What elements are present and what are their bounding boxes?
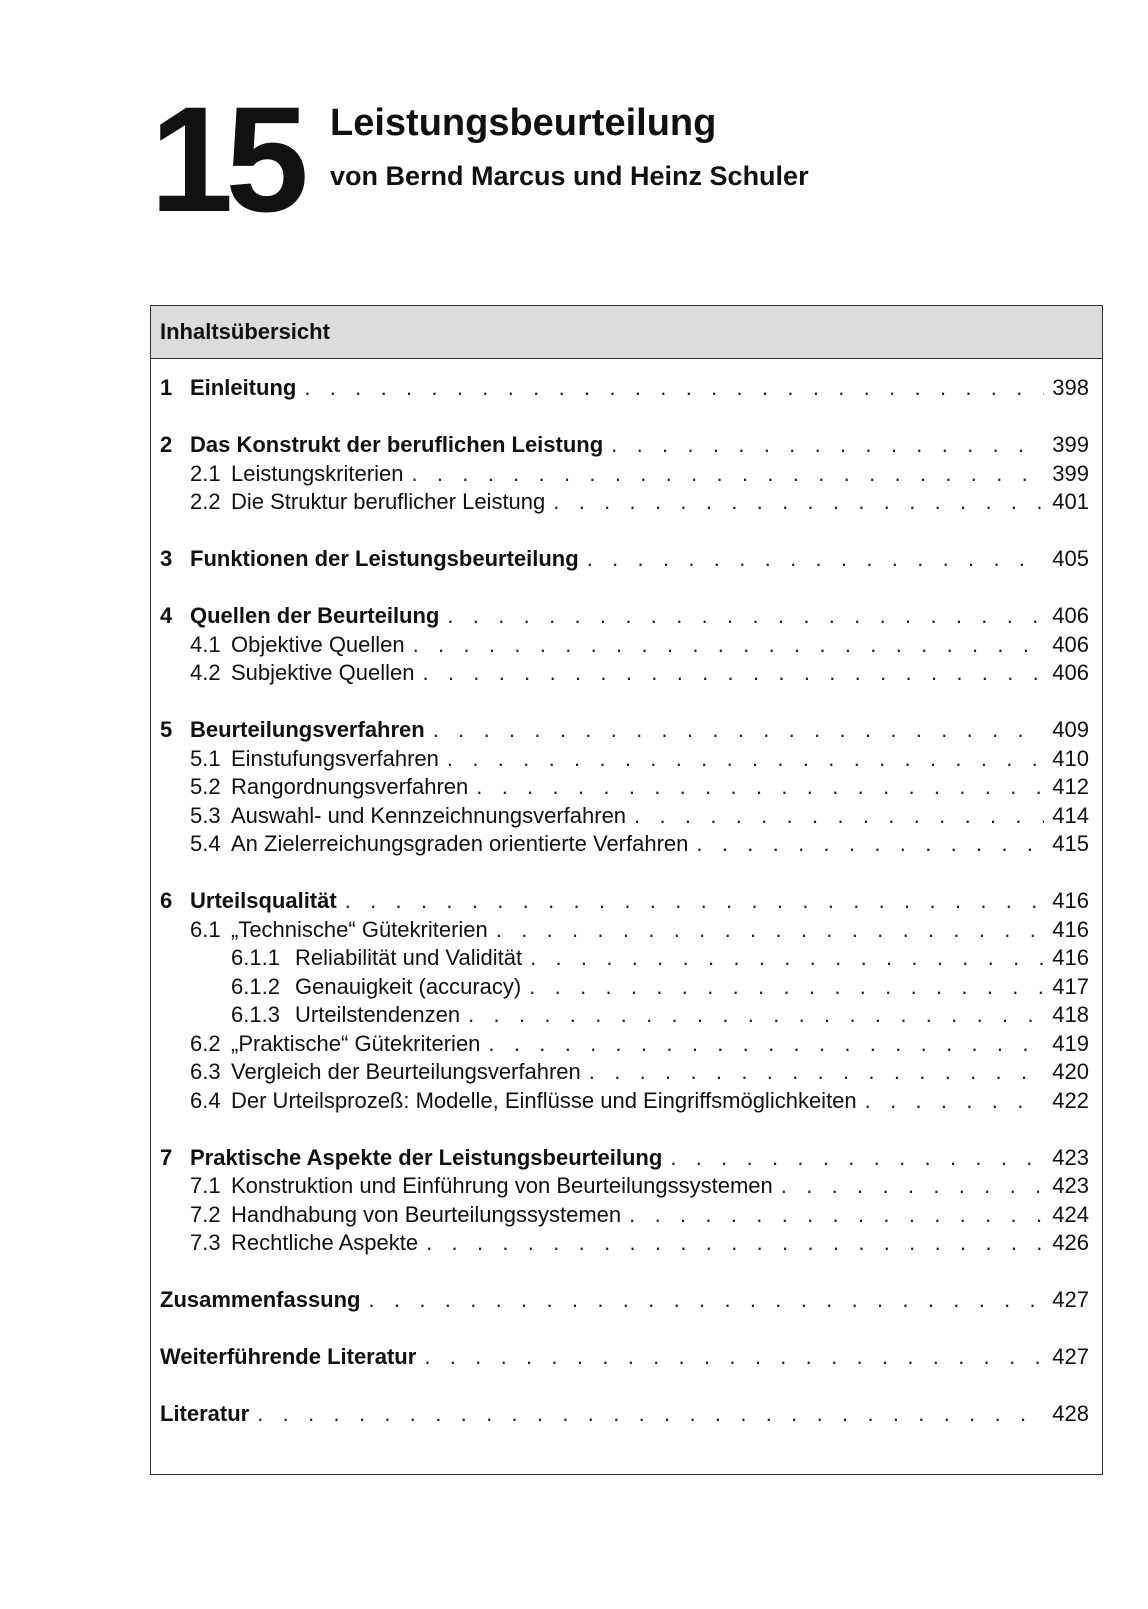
toc-entry-page: 412 [1052,774,1089,799]
toc-entry-title: Leistungskriterien [231,460,404,486]
toc-entry-number: 5 [160,717,173,742]
toc-entry-title: Urteilstendenzen [295,1002,461,1027]
toc-entry-title: Beurteilungsverfahren [190,717,425,742]
toc-entry [160,1171,1089,1200]
toc-entry-page: 419 [1052,1030,1089,1056]
toc-entry-title: Handhabung von Beurteilungssystemen [231,1201,622,1227]
toc-entry [160,1029,1089,1058]
toc-dot-leader [424,1342,1044,1371]
toc-entry-page: 416 [1052,916,1089,942]
toc-entry [160,1228,1089,1257]
toc-dot-leader [781,1171,1045,1200]
toc-dot-leader [553,487,1044,516]
toc-entry [160,1399,1089,1428]
toc-entry-title: Zusammenfassung [160,1287,361,1312]
toc-entry [160,744,1089,773]
toc-entry-title: Objektive Quellen [231,631,405,657]
toc-entry-number: 2.2 [190,489,221,514]
toc-heading: Inhaltsübersicht [151,306,1102,359]
toc-dot-leader [345,886,1045,915]
toc-entry-page: 417 [1052,973,1089,999]
toc-entry-title: Konstruktion und Einführung von Beurteilungssystemen [231,1173,773,1198]
toc-entry [160,601,1089,630]
toc-entry [160,373,1089,402]
toc-entry-number: 6.2 [190,1030,221,1056]
toc-entry-number: 7.3 [190,1230,221,1255]
toc-entry-title: Die Struktur beruflicher Leistung [231,489,546,514]
toc-entry [160,1000,1089,1029]
toc-entry-title: Subjektive Quellen [231,660,415,685]
toc-entry [160,1086,1089,1115]
chapter-authors: von Bernd Marcus und Heinz Schuler [330,161,809,191]
toc-entry-number: 1 [160,375,173,400]
toc-entry-title: „Technische“ Gütekriterien [231,916,488,942]
toc-dot-leader [447,601,1044,630]
toc-entry-page: 415 [1052,831,1089,856]
toc-entry-page: 426 [1052,1230,1089,1255]
toc-entry [160,1057,1089,1086]
toc-entry [160,829,1089,858]
toc-entry [160,972,1089,1001]
toc-entry [160,943,1089,972]
toc-entry-title: Rechtliche Aspekte [231,1230,419,1255]
toc-dot-leader [670,1143,1044,1172]
toc-dot-leader [422,658,1044,687]
toc-entry-number: 5.3 [190,802,221,828]
toc-dot-leader [411,459,1044,488]
toc-entry [160,886,1089,915]
toc-entry [160,715,1089,744]
toc-entry-page: 416 [1052,945,1089,970]
toc-entry-number: 5.4 [190,831,221,856]
toc-entry-title: „Praktische“ Gütekriterien [231,1030,481,1056]
toc-dot-leader [369,1285,1045,1314]
toc-entry-number: 5.2 [190,774,221,799]
toc-dot-leader [629,1200,1044,1229]
toc-entry-page: 406 [1052,660,1089,685]
table-of-contents [150,305,1103,1475]
toc-entry-page: 406 [1052,603,1089,628]
toc-entry [160,801,1089,830]
toc-entry [160,459,1089,488]
toc-entry [160,658,1089,687]
toc-entry-number: 6.1 [190,916,221,942]
toc-entry-title: Einleitung [190,375,297,400]
toc-entry-number: 3 [160,546,173,571]
toc-entry-number: 2 [160,432,173,457]
toc-entry-title: Funktionen der Leistungsbeurteilung [190,546,579,571]
toc-dot-leader [496,915,1045,944]
toc-entry-page: 406 [1052,631,1089,657]
toc-entry-title: Urteilsqualität [190,888,337,913]
toc-entry-page: 427 [1052,1287,1089,1312]
toc-dot-leader [433,715,1045,744]
toc-entry-page: 405 [1052,546,1089,571]
toc-entry-page: 409 [1052,717,1089,742]
toc-entry-number: 7.1 [190,1173,221,1198]
toc-entry-number: 6.3 [190,1059,221,1084]
toc-entry-title: Einstufungsverfahren [231,745,439,771]
toc-entry [160,1342,1089,1371]
toc-entry-number: 4.2 [190,660,221,685]
toc-dot-leader [696,829,1044,858]
toc-entry-number: 6 [160,888,173,913]
toc-entry-title: Rangordnungsverfahren [231,774,469,799]
toc-entry-title: Genauigkeit (accuracy) [295,973,522,999]
toc-dot-leader [476,772,1044,801]
toc-entry-page: 401 [1052,489,1089,514]
toc-entry [160,544,1089,573]
toc-entry [160,430,1089,459]
toc-dot-leader [589,1057,1045,1086]
toc-entry-number: 6.1.3 [231,1002,280,1027]
toc-entry-title: Weiterführende Literatur [160,1344,417,1369]
toc-entry-number: 6.1.2 [231,973,280,999]
toc-entry-page: 418 [1052,1002,1089,1027]
toc-dot-leader [488,1029,1044,1058]
toc-entry-title: Auswahl- und Kennzeichnungsverfahren [231,802,627,828]
toc-entry-page: 428 [1052,1401,1089,1426]
toc-dot-leader [426,1228,1044,1257]
toc-entry-title: Literatur [160,1401,250,1426]
toc-entry [160,772,1089,801]
toc-entry [160,487,1089,516]
toc-entry-number: 4 [160,603,173,628]
toc-entry [160,915,1089,944]
toc-entry-page: 410 [1052,745,1089,771]
toc-entry-number: 5.1 [190,745,221,771]
toc-entry-title: Der Urteilsprozeß: Modelle, Einflüsse und Eingriffsmöglichkeiten [231,1087,857,1113]
toc-dot-leader [447,744,1044,773]
toc-dot-leader [634,801,1044,830]
toc-entry [160,1200,1089,1229]
toc-entry [160,1143,1089,1172]
toc-entry-page: 414 [1052,802,1089,828]
toc-dot-leader [587,544,1045,573]
toc-entry-title: Reliabilität und Validität [295,945,523,970]
toc-dot-leader [529,972,1044,1001]
toc-entry-page: 427 [1052,1344,1089,1369]
toc-entry-title: Praktische Aspekte der Leistungsbeurteilung [190,1144,663,1170]
toc-dot-leader [611,430,1044,459]
toc-entry [160,630,1089,659]
toc-entry-page: 399 [1052,432,1089,457]
toc-entry-title: Vergleich der Beurteilungsverfahren [231,1059,581,1084]
toc-entry-page: 398 [1052,375,1089,400]
chapter-title: Leistungsbeurteilung [330,102,717,144]
toc-entry-title: Das Konstrukt der beruflichen Leistung [190,432,604,457]
toc-dot-leader [257,1399,1044,1428]
toc-entry-page: 424 [1052,1201,1089,1227]
toc-dot-leader [468,1000,1044,1029]
toc-entry-page: 420 [1052,1059,1089,1084]
toc-dot-leader [530,943,1044,972]
toc-entry-number: 4.1 [190,631,221,657]
toc-entry-page: 416 [1052,888,1089,913]
chapter-number: 15 [150,75,301,243]
toc-entry-number: 6.4 [190,1087,221,1113]
toc-entry-page: 423 [1052,1173,1089,1198]
toc-entry-number: 7.2 [190,1201,221,1227]
toc-entry-number: 7 [160,1144,173,1170]
toc-entry-title: An Zielerreichungsgraden orientierte Verfahren [231,831,689,856]
toc-entry-page: 422 [1052,1087,1089,1113]
toc-entry-page: 399 [1052,460,1089,486]
toc-dot-leader [413,630,1045,659]
toc-entry-number: 2.1 [190,460,221,486]
toc-dot-leader [865,1086,1045,1115]
toc-entry-number: 6.1.1 [231,945,280,970]
toc-entry-title: Quellen der Beurteilung [190,603,440,628]
toc-dot-leader [304,373,1044,402]
toc-entry-page: 423 [1052,1144,1089,1170]
toc-entry [160,1285,1089,1314]
